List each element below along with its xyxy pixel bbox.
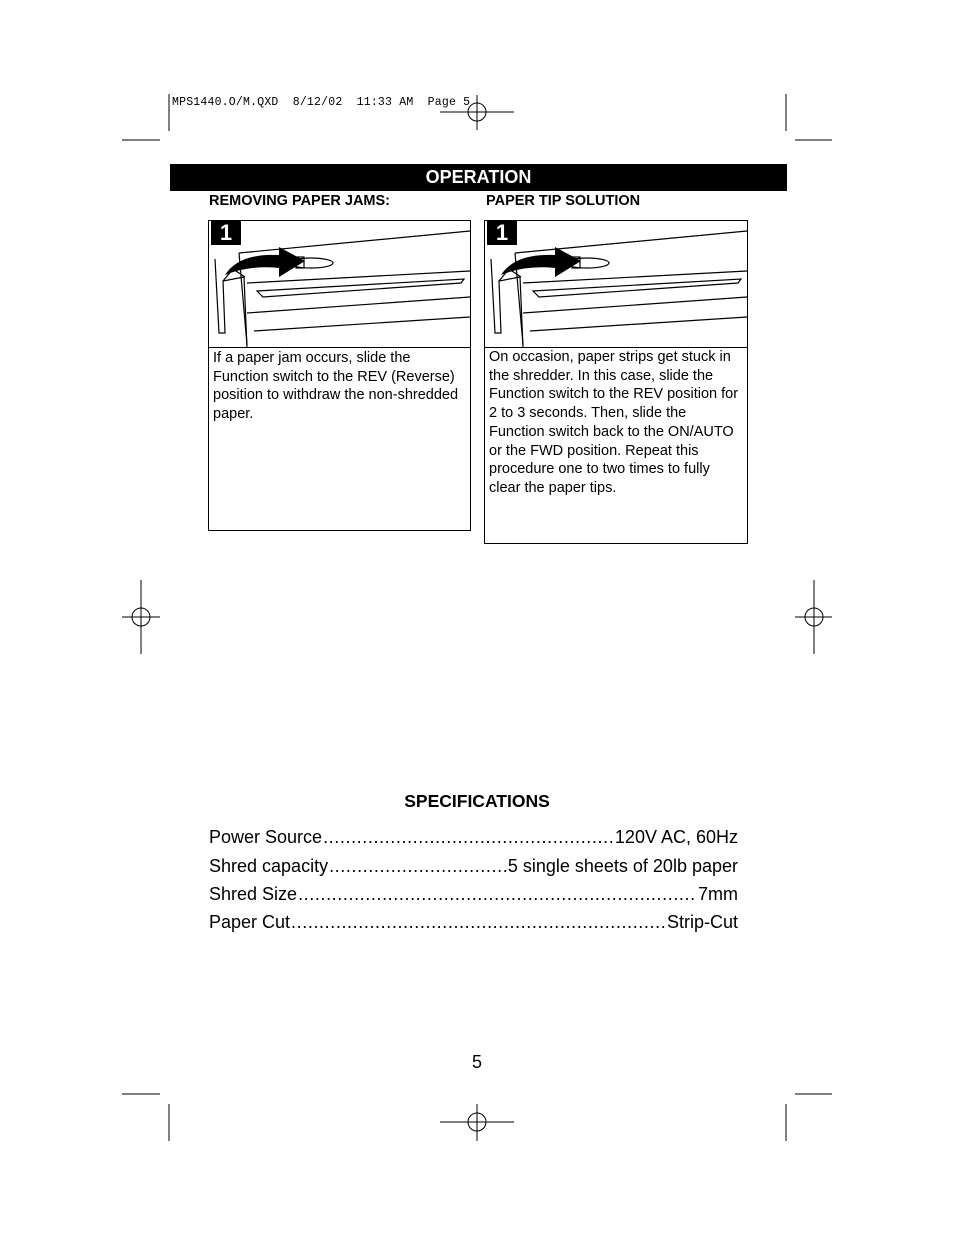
arrow-icon — [501, 247, 581, 277]
spec-label: Shred capacity — [209, 856, 329, 876]
print-slug-line: MPS1440.O/M.QXD 8/12/02 11:33 AM Page 5 — [172, 96, 471, 109]
spec-label: Shred Size — [209, 884, 298, 904]
section-banner: OPERATION — [170, 164, 787, 191]
registration-target-bottom — [440, 1104, 514, 1141]
removing-jams-heading: REMOVING PAPER JAMS: — [209, 193, 391, 209]
registration-target-left — [122, 580, 160, 654]
spec-row — [209, 884, 738, 905]
registration-target-top — [440, 95, 514, 130]
spec-label: Power Source — [209, 827, 323, 847]
step-number: 1 — [487, 221, 517, 245]
dot-leader — [329, 856, 507, 877]
shredder-illustration — [209, 221, 470, 348]
specifications-title: SPECIFICATIONS — [404, 791, 550, 811]
spec-value: 5 single sheets of 20lb paper — [507, 856, 738, 876]
paper-tip-panel — [484, 220, 748, 544]
spec-value: 120V AC, 60Hz — [614, 827, 738, 847]
spec-label: Paper Cut — [209, 912, 291, 932]
dot-leader — [323, 827, 614, 848]
page-number: 5 — [471, 1052, 482, 1072]
spec-value: Strip-Cut — [666, 912, 738, 932]
dot-leader — [298, 884, 697, 905]
removing-jams-text: If a paper jam occurs, slide the Function switch to the REV (Reverse) position to withdraw the non-shredded paper. — [213, 350, 459, 423]
shredder-switch-illustration — [209, 221, 470, 347]
spec-row — [209, 856, 738, 877]
dot-leader — [291, 912, 666, 933]
paper-tip-heading: PAPER TIP SOLUTION — [486, 193, 641, 209]
removing-jams-panel — [208, 220, 471, 531]
spec-row — [209, 912, 738, 933]
arrow-icon — [225, 247, 305, 277]
registration-target-right — [795, 580, 832, 654]
shredder-switch-illustration — [485, 221, 747, 347]
paper-tip-text: On occasion, paper strips get stuck in the shredder. In this case, slide the Function switch to the REV position for 2 to 3 seconds. Then, slide the Function switch back to the ON/AUTO or the FWD position. Repeat this procedure one to two times to fully clear the paper tips. — [489, 349, 739, 496]
shredder-illustration — [485, 221, 747, 348]
step-number: 1 — [211, 221, 241, 245]
spec-row — [209, 827, 738, 848]
spec-value: 7mm — [698, 884, 738, 904]
